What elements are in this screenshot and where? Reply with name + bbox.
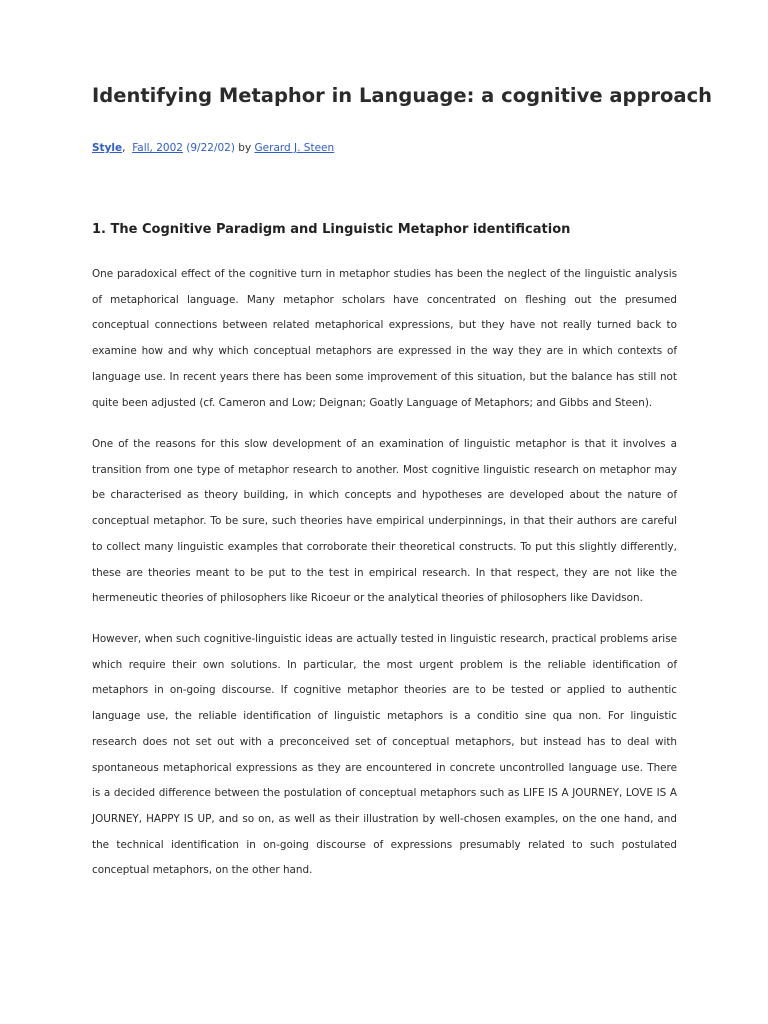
issue-link[interactable]: Fall, 2002 <box>132 142 183 154</box>
publication-date: (9/22/02) <box>186 142 235 154</box>
byline <box>92 140 334 156</box>
byline-separator: , <box>122 142 126 154</box>
paragraph-3: However, when such cognitive-linguistic ideas are actually tested in linguistic research, practical problems arise which require their own solutions. In particular, the most urgent problem is the reliable identification of metaphors in on-going discourse. If cognitive metaphor theories are to be tested or applied to authentic language use, the reliable identification of linguistic metaphors is a conditio sine qua non. For linguistic research does not set out with a preconceived set of conceptual metaphors, but instead has to deal with spontaneous metaphorical expressions as they are encountered in concrete uncontrolled language use. There is a decided difference between the postulation of conceptual metaphors such as LIFE IS A JOURNEY, LOVE IS A JOURNEY, HAPPY IS UP, and so on, as well as their illustration by well-chosen examples, on the one hand, and the technical identification in on-going discourse of expressions presumably related to such postulated conceptual metaphors, on the other hand. <box>92 633 677 877</box>
author-link[interactable]: Gerard J. Steen <box>254 142 335 154</box>
page-title: Identifying Metaphor in Language: a cognitive approach <box>92 84 713 107</box>
paragraph-1: One paradoxical effect of the cognitive turn in metaphor studies has been the neglect of the linguistic analysis of metaphorical language. Many metaphor scholars have concentrated on fleshing out the presumed conceptual connections between related metaphorical expressions, but they have not really turned back to examine how and why which conceptual metaphors are expressed in the way they are in which contexts of language use. In recent years there has been some improvement of this situation, but the balance has still not quite been adjusted (cf. Cameron and Low; Deignan; Goatly Language of Metaphors; and Gibbs and Steen). <box>92 268 677 409</box>
paragraph-2: One of the reasons for this slow development of an examination of linguistic metaphor is that it involves a transition from one type of metaphor research to another. Most cognitive linguistic research on metaphor may be characterised as theory building, in which concepts and hypotheses are developed about the nature of conceptual metaphor. To be sure, such theories have empirical underpinnings, in that their authors are careful to collect many linguistic examples that corroborate their theoretical constructs. To put this slightly differently, these are theories meant to be put to the test in empirical research. In that respect, they are not like the hermeneutic theories of philosophers like Ricoeur or the analytical theories of philosophers like Davidson. <box>92 438 677 605</box>
section-heading: 1. The Cognitive Paradigm and Linguistic Metaphor identification <box>92 222 571 237</box>
byline-by: by <box>238 142 252 154</box>
journal-link[interactable]: Style <box>92 142 123 154</box>
